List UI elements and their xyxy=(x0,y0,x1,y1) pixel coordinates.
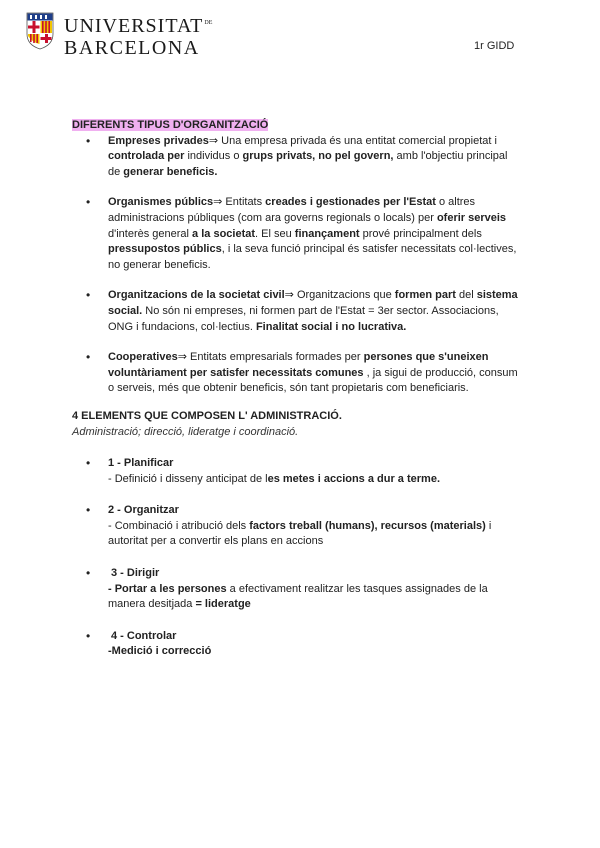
document-body xyxy=(72,118,520,660)
list-item-dirigir: • 3 - Dirigir - Portar a les persones a efectivament realitzar les tasques assignades de la manera desitjada = lideratge xyxy=(72,566,520,613)
logo-line-2: BARCELONA xyxy=(64,37,200,59)
list-item-controlar: • 4 - Controlar -Medició i correcció xyxy=(72,629,520,660)
list-item-cooperatives: • Cooperatives⇒ Entitats empresarials formades per persones que s'uneixen voluntàriament per satisfer necessitats comunes , ja sigui de producció, consum o serveis, més que obtenir beneficis, són tant propietaris com beneficiaris. xyxy=(72,350,520,397)
list-item-planificar: • 1 - Planificar - Definició i disseny anticipat de les metes i accions a dur a terme. xyxy=(72,456,520,487)
logo-de: DE xyxy=(204,20,213,26)
university-logo-text xyxy=(64,12,212,59)
organization-types-list xyxy=(72,134,520,397)
course-label: 1r GIDD xyxy=(474,40,515,52)
administration-elements-list xyxy=(72,456,520,660)
list-item-organismes-publics: • Organismes públics⇒ Entitats creades i gestionades per l'Estat o altres administracions públiques (com ara governs regionals o locals) per oferir serveis d'interès general a la societat. El seu finançament prové principalment dels pressupostos públics, i la seva funció principal és satisfer necessitats col·lectives, no generar beneficis. xyxy=(72,195,520,273)
logo-line-1: UNIVERSITAT xyxy=(64,15,204,37)
section-title-organitzacio: DIFERENTS TIPUS D'ORGANITZACIÓ xyxy=(72,119,269,131)
list-item-organitzar: • 2 - Organitzar - Combinació i atribució dels factors treball (humans), recursos (materials) i autoritat per a convertir els plans en accions xyxy=(72,503,520,550)
section-title-administracio: 4 ELEMENTS QUE COMPOSEN L' ADMINISTRACIÓ. xyxy=(72,409,342,422)
page-header xyxy=(22,10,582,58)
list-item-societat-civil: • Organitzacions de la societat civil⇒ Organitzacions que formen part del sistema social. No són ni empreses, ni formen part de l'Estat = 3er sector. Associacions, ONG i fundacions, col·lectius. Finalitat social i no lucrativa. xyxy=(72,288,520,335)
university-shield-icon xyxy=(26,12,54,50)
section-subtitle-administracio: Administració; direcció, lideratge i coordinació. xyxy=(72,425,299,438)
list-item-empreses-privades: • Empreses privades⇒ Una empresa privada és una entitat comercial propietat i controlada per individus o grups privats, no pel govern, amb l'objectiu principal de generar beneficis. xyxy=(72,134,520,181)
